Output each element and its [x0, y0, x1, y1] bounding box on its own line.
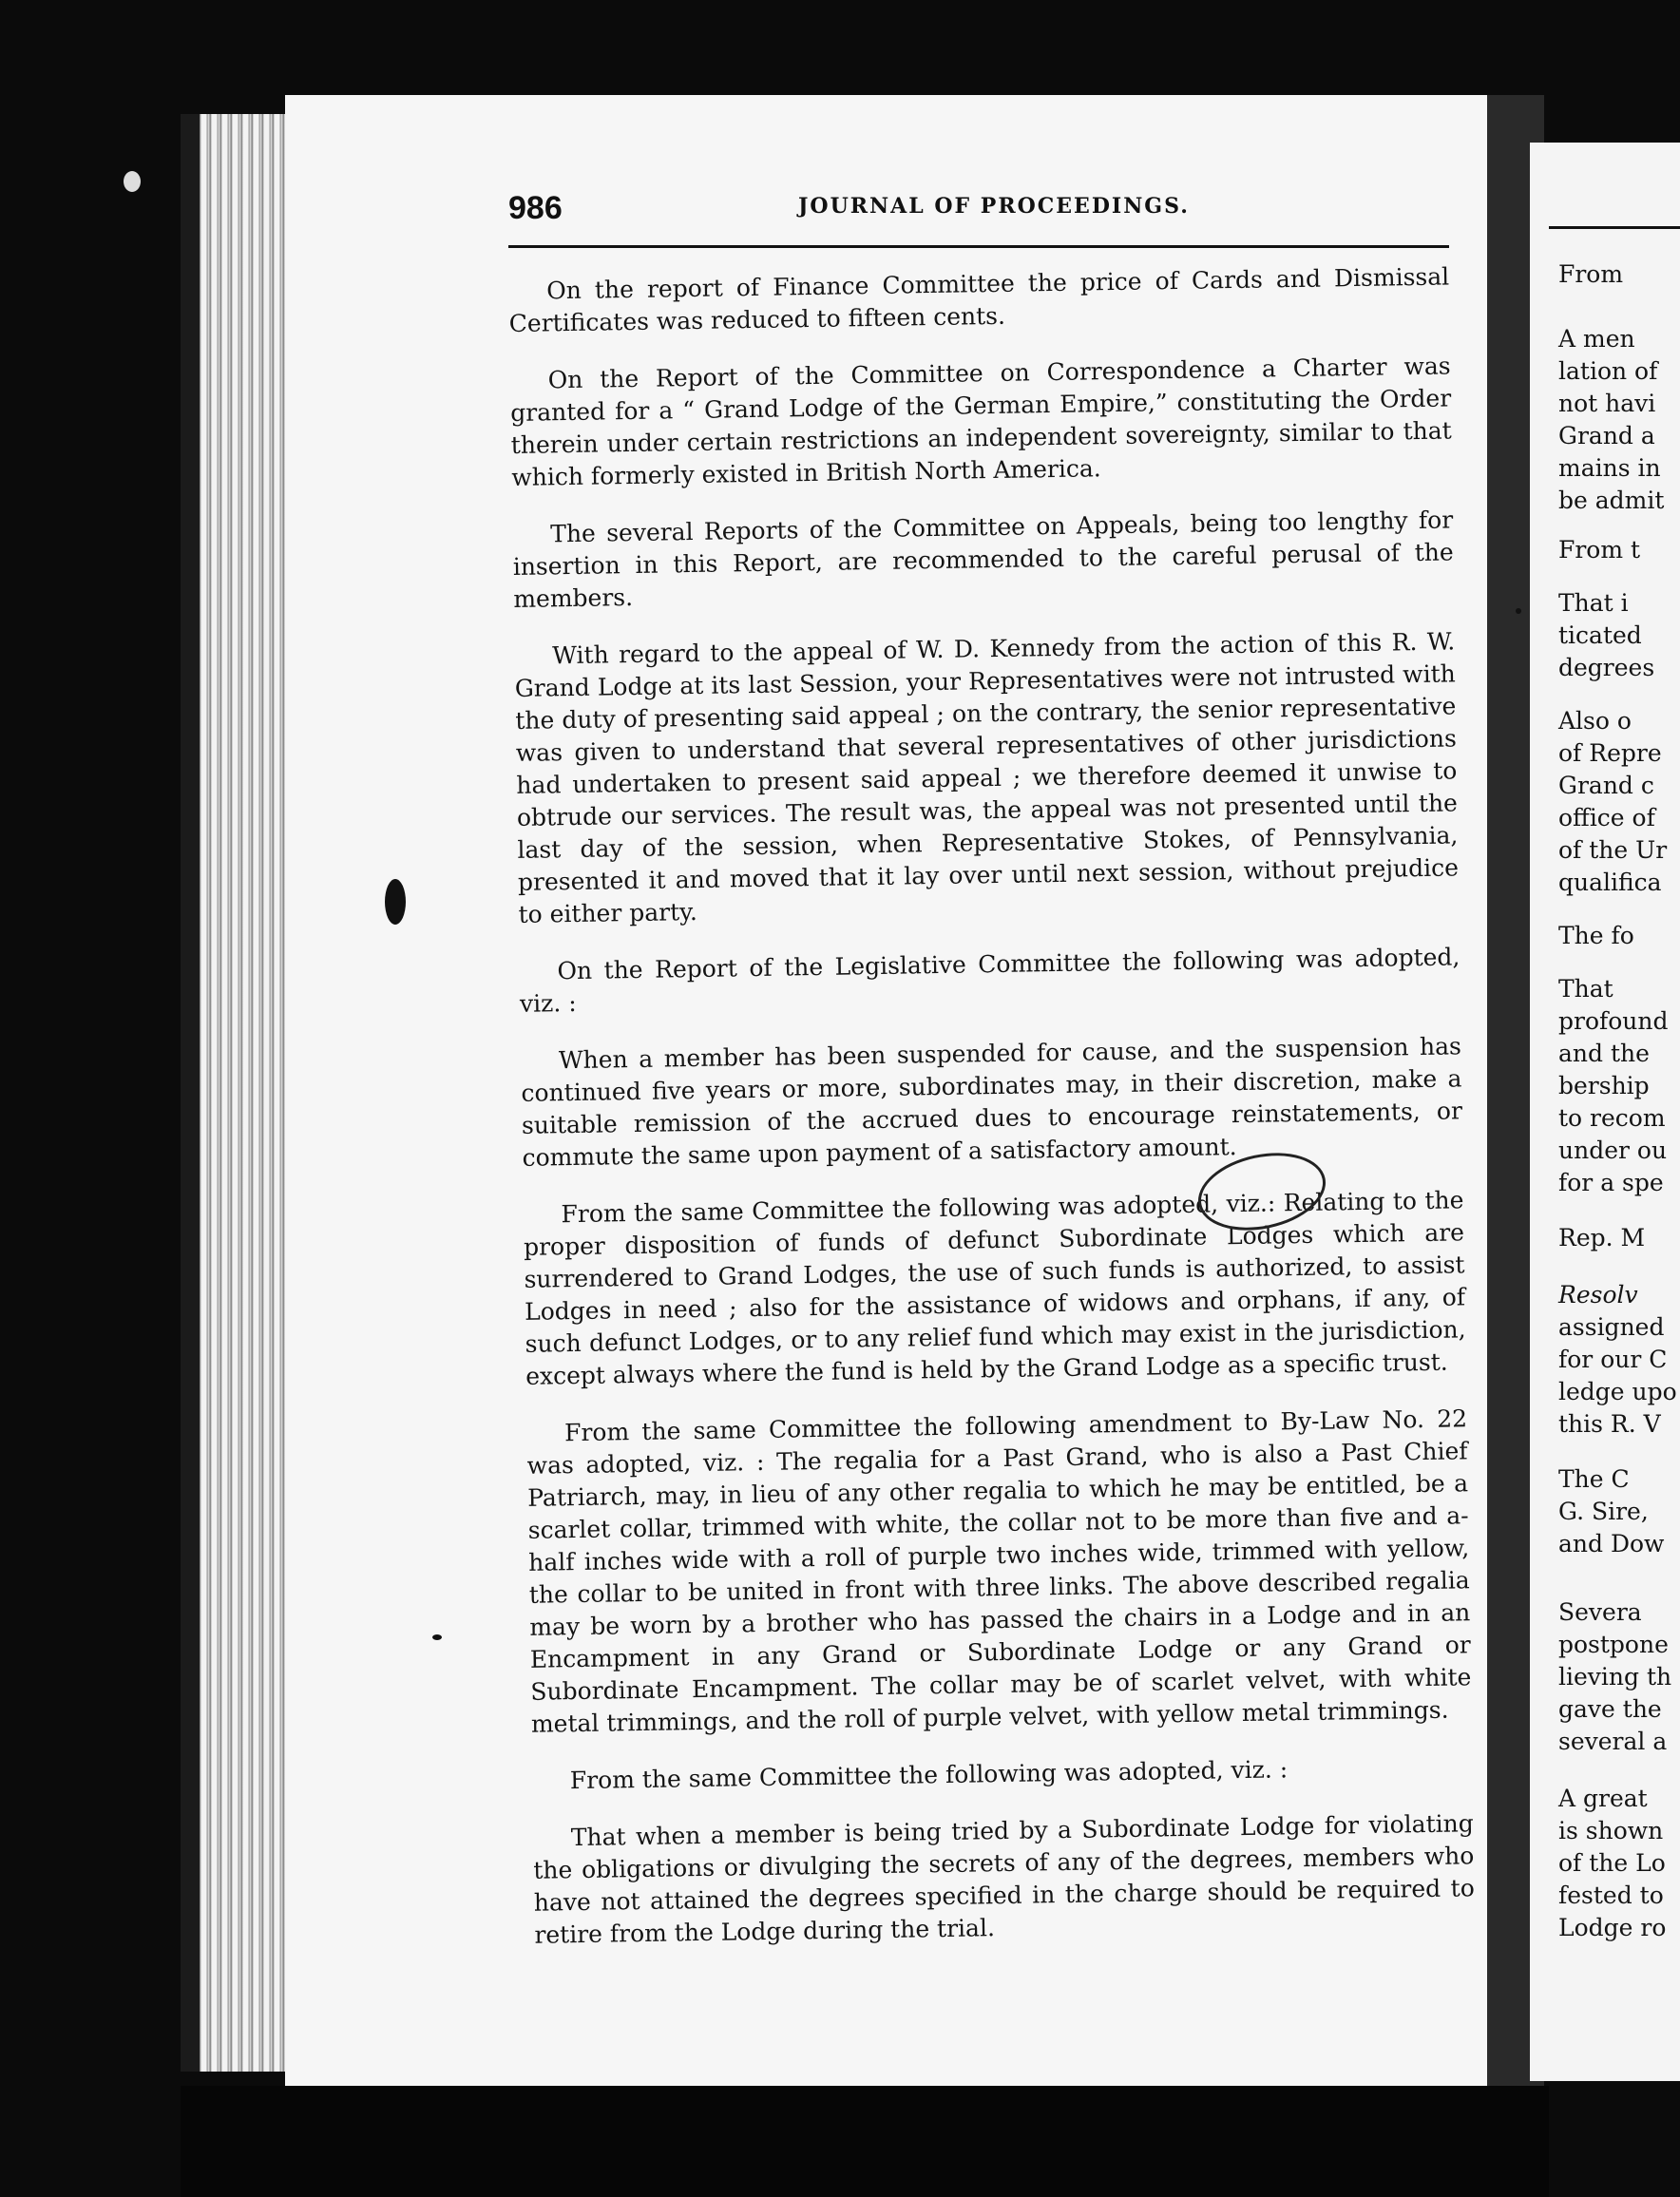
paragraph: The several Reports of the Committee on Appeals, being too lengthy for insertion in this Report, are recommended to the careful perusal of the members.	[512, 506, 1454, 613]
ink-blot	[385, 879, 406, 925]
paragraph: With regard to the appeal of W. D. Kennedy from the action of this R. W. Grand Lodge at its last Session, your Representatives were not intrusted with the duty of presenting said appeal ; on the contrary, the senior representative was given to understand that several representatives of other jurisdictions had undertaken to present said appeal ; we therefore deemed it unwise to obtrude our services. The result was, the appeal was not presented until the last day of the session, when Representative Stokes, of Pennsylvania, presented it and moved that it lay over until next session, without prejudice to either party.	[514, 627, 1460, 928]
scan-bottom-edge	[181, 2086, 1549, 2197]
right-page-line: That	[1558, 975, 1613, 1003]
right-page-line: office of	[1558, 804, 1655, 831]
right-page-line: and Dow	[1558, 1530, 1665, 1557]
page-header	[508, 190, 1459, 238]
right-page-line: of Repre	[1558, 739, 1662, 767]
right-page	[1530, 143, 1680, 2081]
right-page-line: gave the	[1558, 1695, 1662, 1723]
right-page-line: for a spe	[1558, 1169, 1664, 1196]
right-page-line: Rep. M	[1558, 1224, 1646, 1251]
paragraph: On the report of Finance Committee the price of Cards and Dismissal Certificates was reduced to fifteen cents.	[508, 262, 1450, 337]
right-page-line: be admit	[1558, 487, 1665, 514]
right-page-line: degrees	[1558, 654, 1655, 681]
right-page-line: From t	[1558, 536, 1641, 564]
right-page-line: is shown	[1558, 1817, 1664, 1844]
right-page-line: mains in	[1558, 454, 1661, 482]
header-rule	[508, 245, 1449, 248]
right-page-line: G. Sire,	[1558, 1498, 1649, 1525]
right-page-line: The C	[1558, 1465, 1630, 1493]
right-page-line: profound	[1558, 1007, 1669, 1035]
right-page-line: and the	[1558, 1040, 1650, 1067]
paragraph: On the Report of the Committee on Correspondence a Charter was granted for a “ Grand Lodge of the German Empire,” constituting the Order therein under certain restrictions an independent sovereignty, similar to that which formerly existed in British North America.	[510, 352, 1452, 491]
right-page-rule	[1549, 226, 1680, 229]
right-page-line: A great	[1558, 1785, 1648, 1812]
right-page-line: Grand a	[1558, 422, 1655, 449]
right-page-line: fested to	[1558, 1882, 1664, 1909]
right-page-line: That i	[1558, 589, 1629, 617]
scan-speck	[1516, 608, 1521, 614]
right-page-line: The fo	[1558, 922, 1634, 949]
right-page-line: lieving th	[1558, 1663, 1672, 1691]
scan-speck	[432, 1634, 442, 1640]
paragraph: That when a member is being tried by a Subordinate Lodge for violating the obligations or divulging the secrets of any of the degrees, members who have not attained the degrees specified in the charge should be required to retire from the Lodge during the trial.	[533, 1809, 1476, 1949]
paragraph: From the same Committee the following was adopted, viz.: Relating to the proper disposition of funds of defunct Subordinate Lodges which are surrendered to Grand Lodges, the use of such funds is authorized, to assist Lodges in need ; also for the assistance of widows and orphans, if any, of such defunct Lodges, or to any relief fund which may exist in the jurisdiction, except always where the fund is held by the Grand Lodge as a specific trust.	[523, 1186, 1466, 1390]
right-page-line: not havi	[1558, 390, 1656, 417]
right-page-line: Severa	[1558, 1598, 1642, 1626]
right-page-line: A men	[1558, 325, 1635, 353]
right-page-line: ticated	[1558, 621, 1642, 649]
right-page-line: Lodge ro	[1558, 1914, 1667, 1941]
right-page-line: qualifica	[1558, 869, 1662, 896]
scan-speck	[124, 171, 141, 192]
paragraph: From the same Committee the following was adopted, viz. :	[569, 1755, 1289, 1795]
right-page-line: bership	[1558, 1072, 1650, 1099]
right-page-line: several a	[1558, 1728, 1668, 1755]
right-page-line: postpone	[1558, 1631, 1669, 1658]
right-page-line: for our C	[1558, 1346, 1668, 1373]
right-page-line: assigned	[1558, 1313, 1665, 1341]
paragraph: From the same Committee the following amendment to By-Law No. 22 was adopted, viz. : The regalia for a Past Grand, who is also a Past Chief Patriarch, may, in lieu of any other regalia to which he may be entitled, be a scarlet collar, trimmed with white, the collar not to be more than five and a-half inches wide with a roll of purple two inches wide, trimmed with yellow, the collar to be united in front with three links. The above described regalia may be worn by a brother who has passed the chairs in a Lodge and in an Encampment in any Grand or Subordinate Lodge or any Grand or Subordinate Encampment. The collar may be of scarlet velvet, with white metal trimmings, and the roll of purple velvet, with yellow metal trimmings.	[526, 1404, 1472, 1738]
right-page-line: to recom	[1558, 1104, 1666, 1132]
right-page-line: lation of	[1558, 357, 1658, 385]
page-edge-shadow	[181, 114, 200, 2072]
paragraph: When a member has been suspended for cause, and the suspension has continued five years or more, subordinates may, in their discretion, make a suitable remission of the accrued dues to encourage reinstatements, or commute the same upon payment of a satisfactory amount.	[521, 1032, 1463, 1172]
right-page-line: Resolv	[1558, 1281, 1638, 1309]
right-page-line: Also o	[1558, 707, 1632, 735]
right-page-line: ledge upo	[1558, 1378, 1677, 1405]
right-page-line: of the Ur	[1558, 836, 1668, 864]
page-number: 986	[508, 190, 563, 226]
page-body	[508, 260, 1476, 1976]
right-page-line: this R. V	[1558, 1410, 1661, 1438]
paragraph: On the Report of the Legislative Committee the following was adopted, viz. :	[519, 943, 1460, 1018]
right-page-line: Grand c	[1558, 772, 1654, 799]
right-page-line: From	[1558, 260, 1624, 288]
right-page-line: under ou	[1558, 1137, 1668, 1164]
running-head: JOURNAL OF PROCEEDINGS.	[798, 194, 1190, 219]
right-page-line: of the Lo	[1558, 1849, 1666, 1877]
